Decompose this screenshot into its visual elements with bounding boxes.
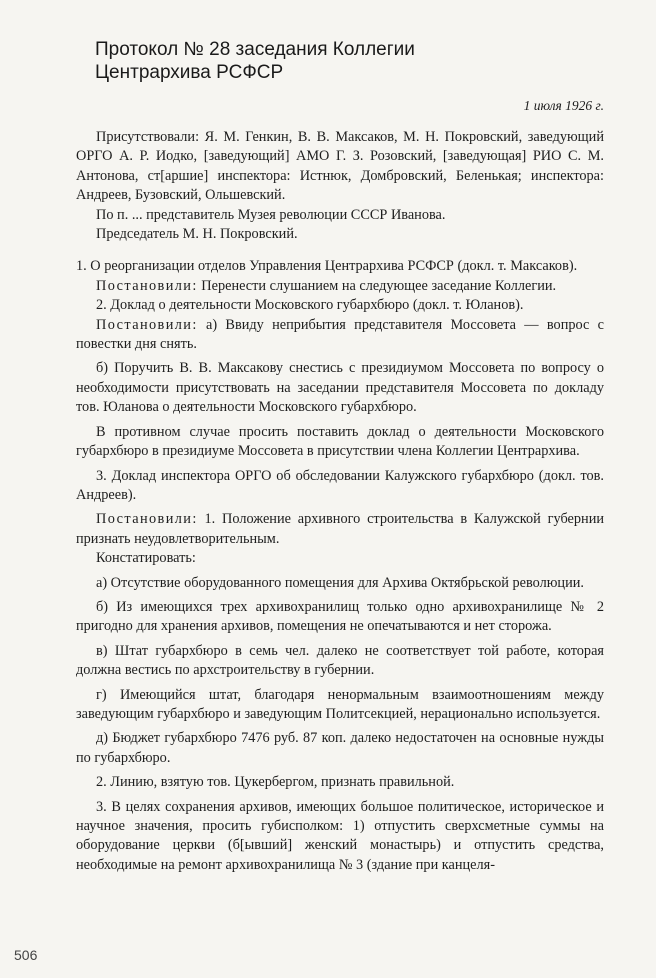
paragraph: Констатировать:	[96, 550, 196, 567]
paragraph: в) Штат губархбюро в семь чел. далеко не соответствует той работе, которая должна вестись по архстроительству в губернии.	[76, 642, 604, 679]
resolution-lead: Постановили:	[96, 511, 198, 528]
agenda-item-1: 1. О реорганизации отделов Управления Центрархива РСФСР (докл. т. Максаков).	[76, 258, 578, 275]
paragraph: 2. Линию, взятую тов. Цукербергом, признать правильной.	[96, 774, 455, 791]
agenda-item-2: 2. Доклад о деятельности Московского губархбюро (докл. т. Юланов).	[96, 297, 524, 314]
title-line-1: Протокол № 28 заседания Коллегии	[95, 39, 415, 60]
resolution	[76, 316, 604, 355]
paragraph: В противном случае просить поставить доклад о деятельности Московского губархбюро в президиуме Моссовета в присутствии члена Коллегии Центрархива.	[76, 423, 604, 460]
museum-representative: По п. ... представитель Музея революции СССР Иванова.	[96, 206, 446, 223]
document-date: 1 июля 1926 г.	[523, 98, 604, 113]
paragraph: 3. В целях сохранения архивов, имеющих большое политическое, историческое и научное значения, просить губисполком: 1) отпустить сверхсметные суммы на оборудование церкви (б[ывший] женский монастырь) и отпустить средства, необходимые на ремонт архивохранилища № 3 (здание при канцеля-	[76, 798, 604, 873]
paragraph: б) Из имеющихся трех архивохранилищ только одно архивохранилище № 2 пригодно для хранения архивов, помещения не опечатываются и нет сторожа.	[76, 598, 604, 635]
page-number: 506	[14, 947, 38, 963]
paragraph: г) Имеющийся штат, благодаря ненормальным взаимоотношениям между заведующим губархбюро и заведующим Политсекцией, нерационально используется.	[76, 686, 604, 722]
resolution	[76, 510, 604, 549]
document-body	[76, 128, 604, 875]
attendees-paragraph: Присутствовали: Я. М. Генкин, В. В. Максаков, М. Н. Покровский, заведующий ОРГО А. Р. Иодко, [заведующий] АМО Г. З. Розовский, [заведующая] РИО С. М. Антонова, ст[аршие] инспектора: Истнюк, Домбровский, Беленькая; инспектора: Андреев, Бузовский, Ольшевский.	[76, 129, 604, 204]
paragraph: д) Бюджет губархбюро 7476 руб. 87 коп. далеко недостаточен на основные нужды по губархбюро.	[76, 730, 604, 766]
paragraph: б) Поручить В. В. Максакову снестись с президиумом Моссовета по вопросу о необходимости присутствовать на заседании представителя Моссовета по докладу тов. Юланова о деятельности Московского губархбюро.	[76, 360, 604, 416]
chairman: Председатель М. Н. Покровский.	[96, 226, 298, 243]
title-line-2: Центрархива РСФСР	[95, 62, 284, 83]
resolution-text: а) Ввиду неприбытия представителя Моссовета — вопрос с повестки дня снять.	[76, 316, 604, 353]
resolution-text: 1. Положение архивного строительства в Калужской губернии признать неудовлетворительным.	[76, 511, 604, 547]
resolution	[76, 277, 604, 296]
paragraph: а) Отсутствие оборудованного помещения для Архива Октябрьской революции.	[96, 574, 584, 591]
document-title	[95, 38, 565, 84]
resolution-lead: Постановили:	[96, 316, 198, 333]
agenda-item-3: 3. Доклад инспектора ОРГО об обследовании Калужского губархбюро (докл. тов. Андреев).	[76, 467, 604, 503]
resolution-text: Перенести слушанием на следующее заседание Коллегии.	[197, 277, 557, 294]
resolution-lead: Постановили:	[96, 277, 198, 294]
